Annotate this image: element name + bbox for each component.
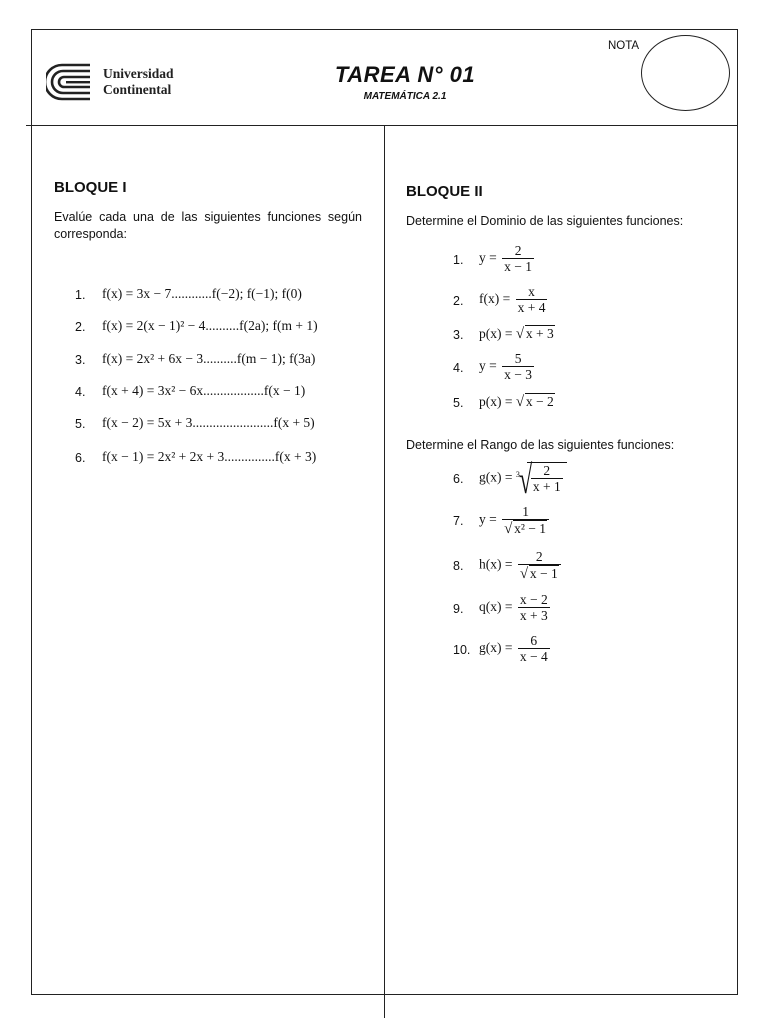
header-divider xyxy=(26,125,738,126)
university-name-line1: Universidad xyxy=(103,66,174,81)
root-index: 3 xyxy=(515,470,520,479)
denominator: x − 3 xyxy=(504,367,532,382)
exercise-4-equation: f(x + 4) = 3x² − 6x..................f(x − 1) xyxy=(102,383,306,398)
bloque-1-title: BLOQUE I xyxy=(54,179,127,196)
bloque-1-instruction: Evalúe cada una de las siguientes funciones según corresponda: xyxy=(54,210,362,241)
list-item-number: 1. xyxy=(453,253,464,267)
radicand: x² − 1 xyxy=(514,521,547,536)
column-divider xyxy=(384,125,385,1018)
radicand: x + 3 xyxy=(525,326,554,341)
university-name xyxy=(103,66,174,98)
list-item-number: 5. xyxy=(75,417,86,431)
fraction xyxy=(518,633,550,665)
numerator: x xyxy=(528,284,535,299)
domain-exercise-2 xyxy=(479,284,549,316)
list-item-number: 8. xyxy=(453,559,464,573)
list-item-number: 1. xyxy=(75,288,86,302)
radicand: x − 2 xyxy=(525,394,554,409)
list-item-number: 6. xyxy=(75,451,86,465)
numerator: 1 xyxy=(522,504,529,519)
fraction xyxy=(502,351,534,383)
numerator: 2 xyxy=(543,463,551,478)
range-exercise-6 xyxy=(479,457,567,502)
denominator: x + 3 xyxy=(519,608,548,623)
cube-root: 3 √ $\frac{2}{x + 1}$ xyxy=(516,462,567,495)
equation-lhs: h(x) = xyxy=(479,556,513,572)
grade-circle[interactable] xyxy=(641,35,730,111)
list-item-number: 2. xyxy=(453,294,464,308)
list-item-number: 2. xyxy=(75,320,86,334)
domain-instruction: Determine el Dominio de las siguientes funciones: xyxy=(406,214,684,228)
fraction xyxy=(518,592,550,624)
list-item-number: 3. xyxy=(453,328,464,342)
domain-exercise-3 xyxy=(479,325,555,342)
equation-lhs: y = xyxy=(479,358,497,374)
numerator: 2 xyxy=(535,549,543,564)
range-exercise-10 xyxy=(479,633,552,665)
equation-lhs: y = xyxy=(479,511,497,527)
page-subtitle: MATEMÁTICA 2.1 xyxy=(363,91,447,102)
numerator: 6 xyxy=(530,633,538,648)
fraction xyxy=(502,504,549,537)
page-title: TAREA N° 01 xyxy=(334,62,476,87)
bloque-2-title: BLOQUE II xyxy=(406,183,483,200)
fraction xyxy=(516,284,548,316)
range-instruction: Determine el Rango de las siguientes funciones: xyxy=(406,438,675,452)
list-item-number: 3. xyxy=(75,353,86,367)
range-exercise-9 xyxy=(479,592,552,624)
list-item-number: 9. xyxy=(453,602,464,616)
range-exercise-7 xyxy=(479,504,551,537)
list-item-number: 4. xyxy=(75,385,86,399)
square-root: √ x + 3 xyxy=(515,326,554,342)
exercise-3-equation: f(x) = 2x² + 6x − 3..........f(m − 1); f(3a) xyxy=(102,351,316,366)
equation-lhs: y = xyxy=(479,250,497,266)
fraction xyxy=(531,463,563,495)
equation-lhs: p(x) = xyxy=(479,394,513,409)
exercise-5-equation: f(x − 2) = 5x + 3........................f(x + 5) xyxy=(102,415,315,430)
list-item-number: 6. xyxy=(453,472,464,486)
equation-lhs: f(x) = xyxy=(479,291,511,307)
square-root: √ x − 2 xyxy=(515,394,554,410)
domain-exercise-4 xyxy=(479,351,536,383)
square-root: √ x² − 1 xyxy=(504,521,547,537)
university-name-line2: Continental xyxy=(103,82,172,97)
domain-exercise-1 xyxy=(479,243,536,275)
list-item-number: 7. xyxy=(453,514,464,528)
domain-exercise-5 xyxy=(479,393,555,410)
exercise-1-equation: f(x) = 3x − 7............f(−2); f(−1); f(0) xyxy=(102,286,302,301)
list-item-number: 5. xyxy=(453,396,464,410)
range-exercise-8 xyxy=(479,549,563,582)
numerator: 5 xyxy=(514,351,522,366)
denominator: x − 1 xyxy=(504,259,532,274)
exercise-6-equation: f(x − 1) = 2x² + 2x + 3...............f(x + 3) xyxy=(102,449,317,464)
equation-lhs: p(x) = xyxy=(479,326,513,341)
exercise-2-equation: f(x) = 2(x − 1)² − 4..........f(2a); f(m + 1) xyxy=(102,318,318,333)
radicand: x − 1 xyxy=(529,566,558,581)
equation-lhs: q(x) = xyxy=(479,599,513,615)
university-logo-icon xyxy=(46,62,92,102)
equation-lhs: g(x) = xyxy=(479,640,513,656)
equation-lhs: g(x) = xyxy=(479,469,513,485)
denominator: x − 4 xyxy=(519,649,548,664)
numerator: x − 2 xyxy=(519,592,548,607)
nota-label: NOTA xyxy=(608,40,640,52)
list-item-number: 10. xyxy=(453,643,471,657)
denominator: x + 4 xyxy=(517,300,546,315)
fraction xyxy=(518,549,561,582)
square-root: √ x − 1 xyxy=(519,566,558,582)
list-item-number: 4. xyxy=(453,361,464,375)
denominator: x + 1 xyxy=(532,479,561,494)
fraction xyxy=(502,243,534,275)
numerator: 2 xyxy=(514,243,522,258)
